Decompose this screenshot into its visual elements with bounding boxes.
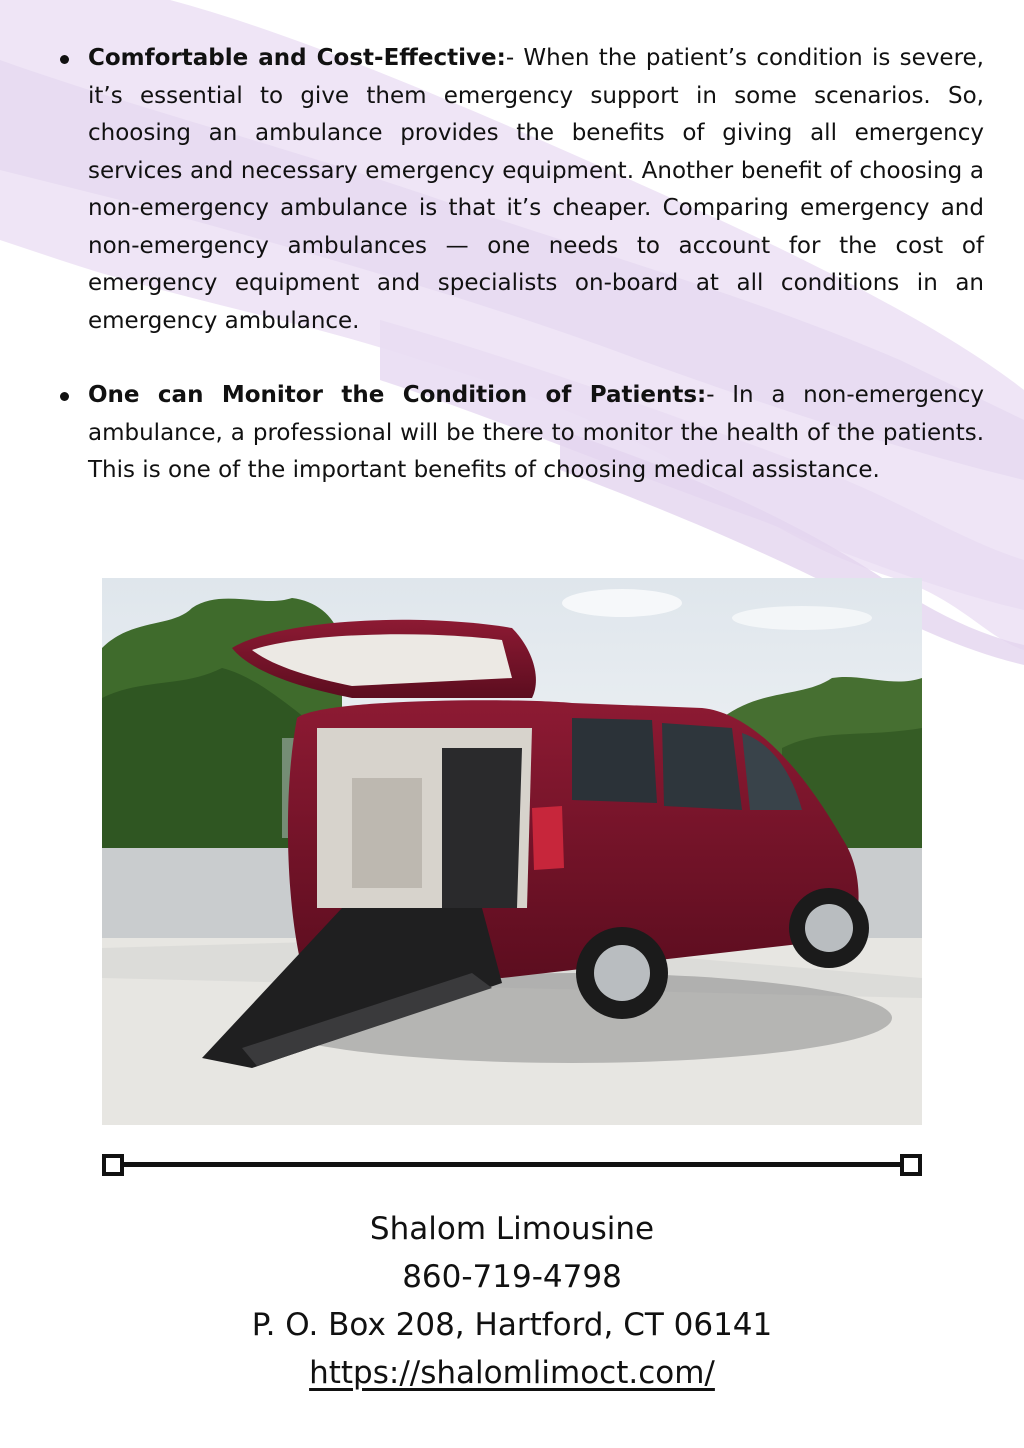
wheelchair-van-photo (102, 578, 922, 1125)
website-link[interactable]: https://shalomlimoct.com/ (309, 1355, 715, 1391)
bullet-title: One can Monitor the Condition of Patients: (88, 382, 707, 408)
contact-footer (0, 1205, 1024, 1397)
benefits-list (58, 40, 984, 490)
section-divider (102, 1152, 922, 1178)
van-illustration (102, 578, 922, 1125)
phone-number: 860-719-4798 (402, 1259, 622, 1295)
postal-address: P. O. Box 208, Hartford, CT 06141 (251, 1307, 773, 1343)
divider-line (112, 1162, 912, 1167)
divider-right-square-icon (900, 1154, 922, 1176)
bullet-text: - In a non-emergency ambulance, a professional will be there to monitor the health of the patients. This is one of the important benefits of choosing medical assistance. (88, 382, 984, 483)
bullet-dot-icon (60, 392, 69, 401)
bullet-text: - When the patient’s condition is severe, it’s essential to give them emergency support in some scenarios. So, choosing an ambulance provides the benefits of giving all emergency services and necessary emergency equipment. Another benefit of choosing a non-emergency ambulance is that it’s cheaper. Comparing emergency and non-emergency ambulances — one needs to account for the cost of emergency equipment and specialists on-board at all conditions in an emergency ambulance. (88, 45, 984, 334)
divider-left-square-icon (102, 1154, 124, 1176)
list-item (58, 40, 984, 340)
bullet-dot-icon (60, 55, 69, 64)
company-name: Shalom Limousine (369, 1211, 655, 1247)
list-item (58, 377, 984, 490)
bullet-title: Comfortable and Cost-Effective: (88, 45, 506, 71)
